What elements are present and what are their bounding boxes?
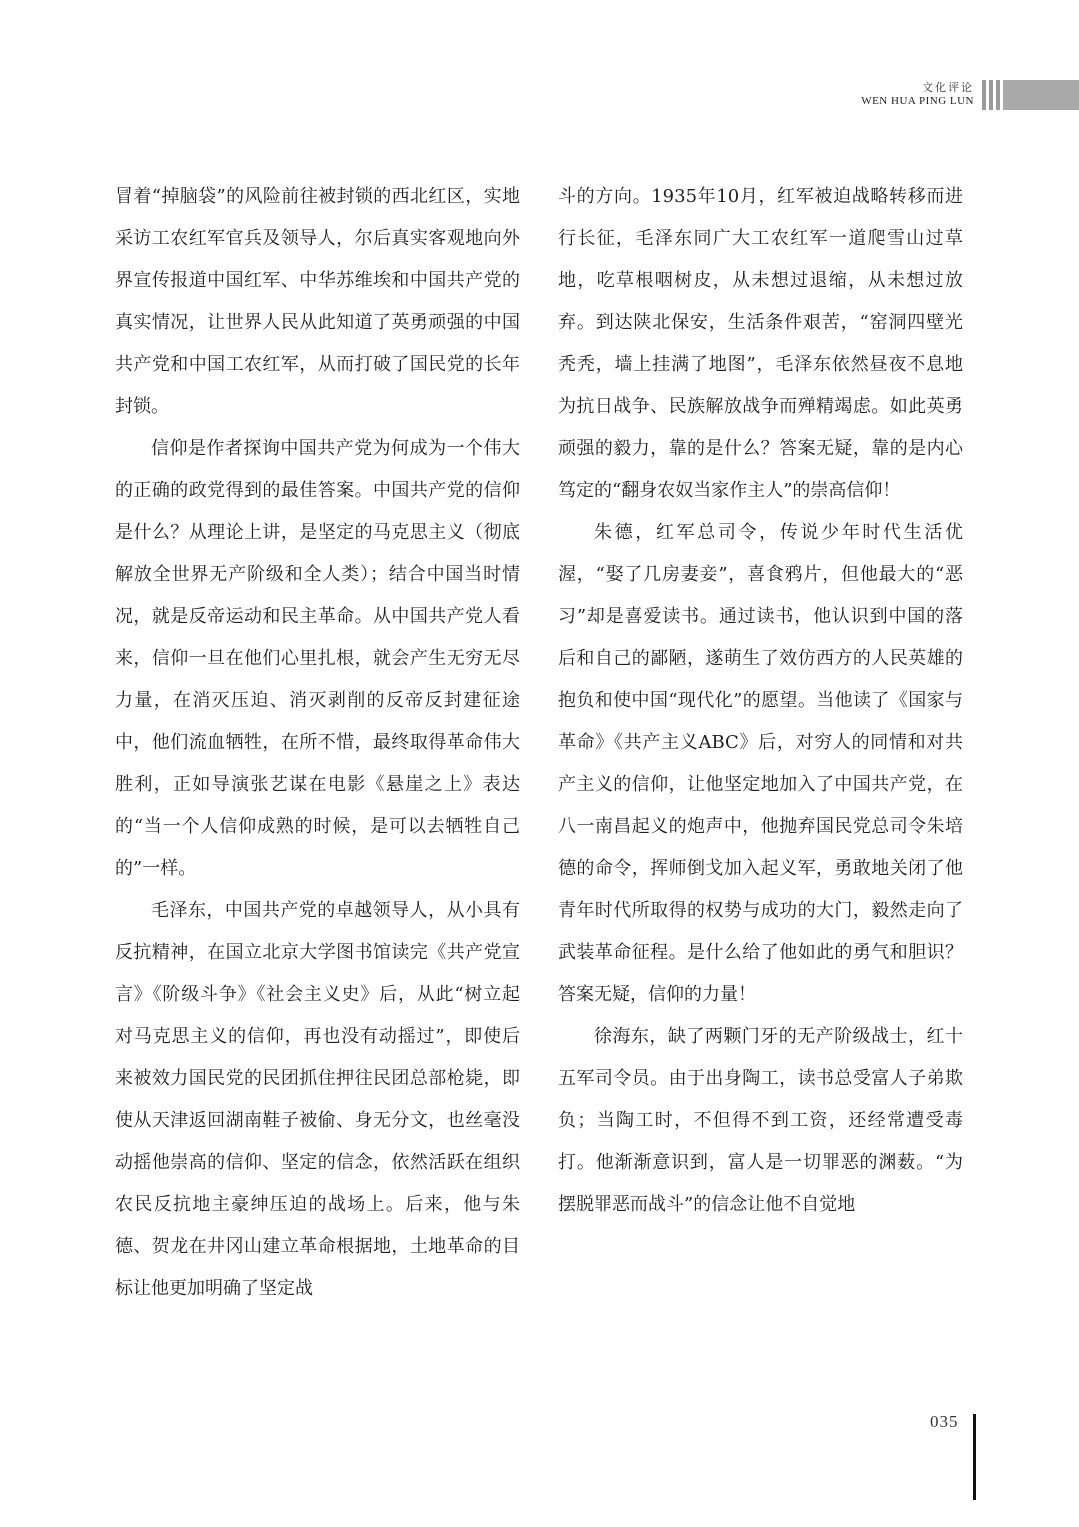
header-title-en: WEN HUA PING LUN bbox=[861, 95, 974, 107]
paragraph: 斗的方向。1935年10月，红军被迫战略转移而进行长征，毛泽东同广大工农红军一道爬雪山过草地，吃草根咽树皮，从未想过退缩，从未想过放弃。到达陕北保安，生活条件艰苦，“窑洞四壁光秃秃，墙上挂满了地图”，毛泽东依然昼夜不息地为抗日战争、民族解放战争而殚精竭虑。如此英勇顽强的毅力，靠的是什么？答案无疑，靠的是内心笃定的“翻身农奴当家作主人”的崇高信仰！ bbox=[558, 186, 963, 501]
header-block bbox=[1003, 80, 1079, 110]
page-number: 035 bbox=[930, 1412, 959, 1431]
paragraph: 徐海东，缺了两颗门牙的无产阶级战士，红十五军司令员。由于出身陶工，读书总受富人子弟欺负；当陶工时，不但得不到工资，还经常遭受毒打。他渐渐意识到，富人是一切罪恶的渊薮。“为摆脱罪恶而战斗”的信念让他不自觉地 bbox=[558, 1026, 963, 1215]
right-column bbox=[558, 176, 963, 1226]
header-bar bbox=[982, 80, 986, 110]
paragraph: 信仰是作者探询中国共产党为何成为一个伟大的正确的政党得到的最佳答案。中国共产党的信仰是什么？从理论上讲，是坚定的马克思主义（彻底解放全世界无产阶级和全人类）；结合中国当时情况，就是反帝运动和民主革命。从中国共产党人看来，信仰一旦在他们心里扎根，就会产生无穷无尽力量，在消灭压迫、消灭剥削的反帝反封建征途中，他们流血牺牲，在所不惜，最终取得革命伟大胜利，正如导演张艺谋在电影《悬崖之上》表达的“当一个人信仰成熟的时候，是可以去牺牲自己的”一样。 bbox=[115, 438, 520, 879]
paragraph: 毛泽东，中国共产党的卓越领导人，从小具有反抗精神，在国立北京大学图书馆读完《共产党宣言》《阶级斗争》《社会主义史》后，从此“树立起对马克思主义的信仰，再也没有动摇过”，即使后来被效力国民党的民团抓住押往民团总部枪毙，即使从天津返回湖南鞋子被偷、身无分文，也丝毫没动摇他崇高的信仰、坚定的信念，依然活跃在组织农民反抗地主豪绅压迫的战场上。后来，他与朱德、贺龙在井冈山建立革命根据地，土地革命的目标让他更加明确了坚定战 bbox=[115, 900, 520, 1299]
header-title-cn: 文化评论 bbox=[922, 81, 974, 95]
header-bar bbox=[996, 80, 1000, 110]
header-decoration bbox=[982, 80, 1079, 110]
paragraph: 朱德，红军总司令，传说少年时代生活优渥，“娶了几房妻妾”，喜食鸦片，但他最大的“恶习”却是喜爱读书。通过读书，他认识到中国的落后和自己的鄙陋，遂萌生了效仿西方的人民英雄的抱负和使中国“现代化”的愿望。当他读了《国家与革命》《共产主义ABC》后，对穷人的同情和对共产主义的信仰，让他坚定地加入了中国共产党，在八一南昌起义的炮声中，他抛弃国民党总司令朱培德的命令，挥师倒戈加入起义军，勇敢地关闭了他青年时代所取得的权势与成功的大门，毅然走向了武装革命征程。是什么给了他如此的勇气和胆识？答案无疑，信仰的力量！ bbox=[558, 522, 963, 1005]
header-bar bbox=[989, 80, 993, 110]
running-header bbox=[861, 80, 1079, 110]
paragraph: 冒着“掉脑袋”的风险前往被封锁的西北红区，实地采访工农红军官兵及领导人，尔后真实客观地向外界宣传报道中国红军、中华苏维埃和中国共产党的真实情况，让世界人民从此知道了英勇顽强的中国共产党和中国工农红军，从而打破了国民党的长年封锁。 bbox=[115, 186, 520, 417]
header-text bbox=[861, 82, 974, 107]
footer-rule bbox=[973, 1414, 976, 1500]
left-column bbox=[115, 176, 520, 1310]
